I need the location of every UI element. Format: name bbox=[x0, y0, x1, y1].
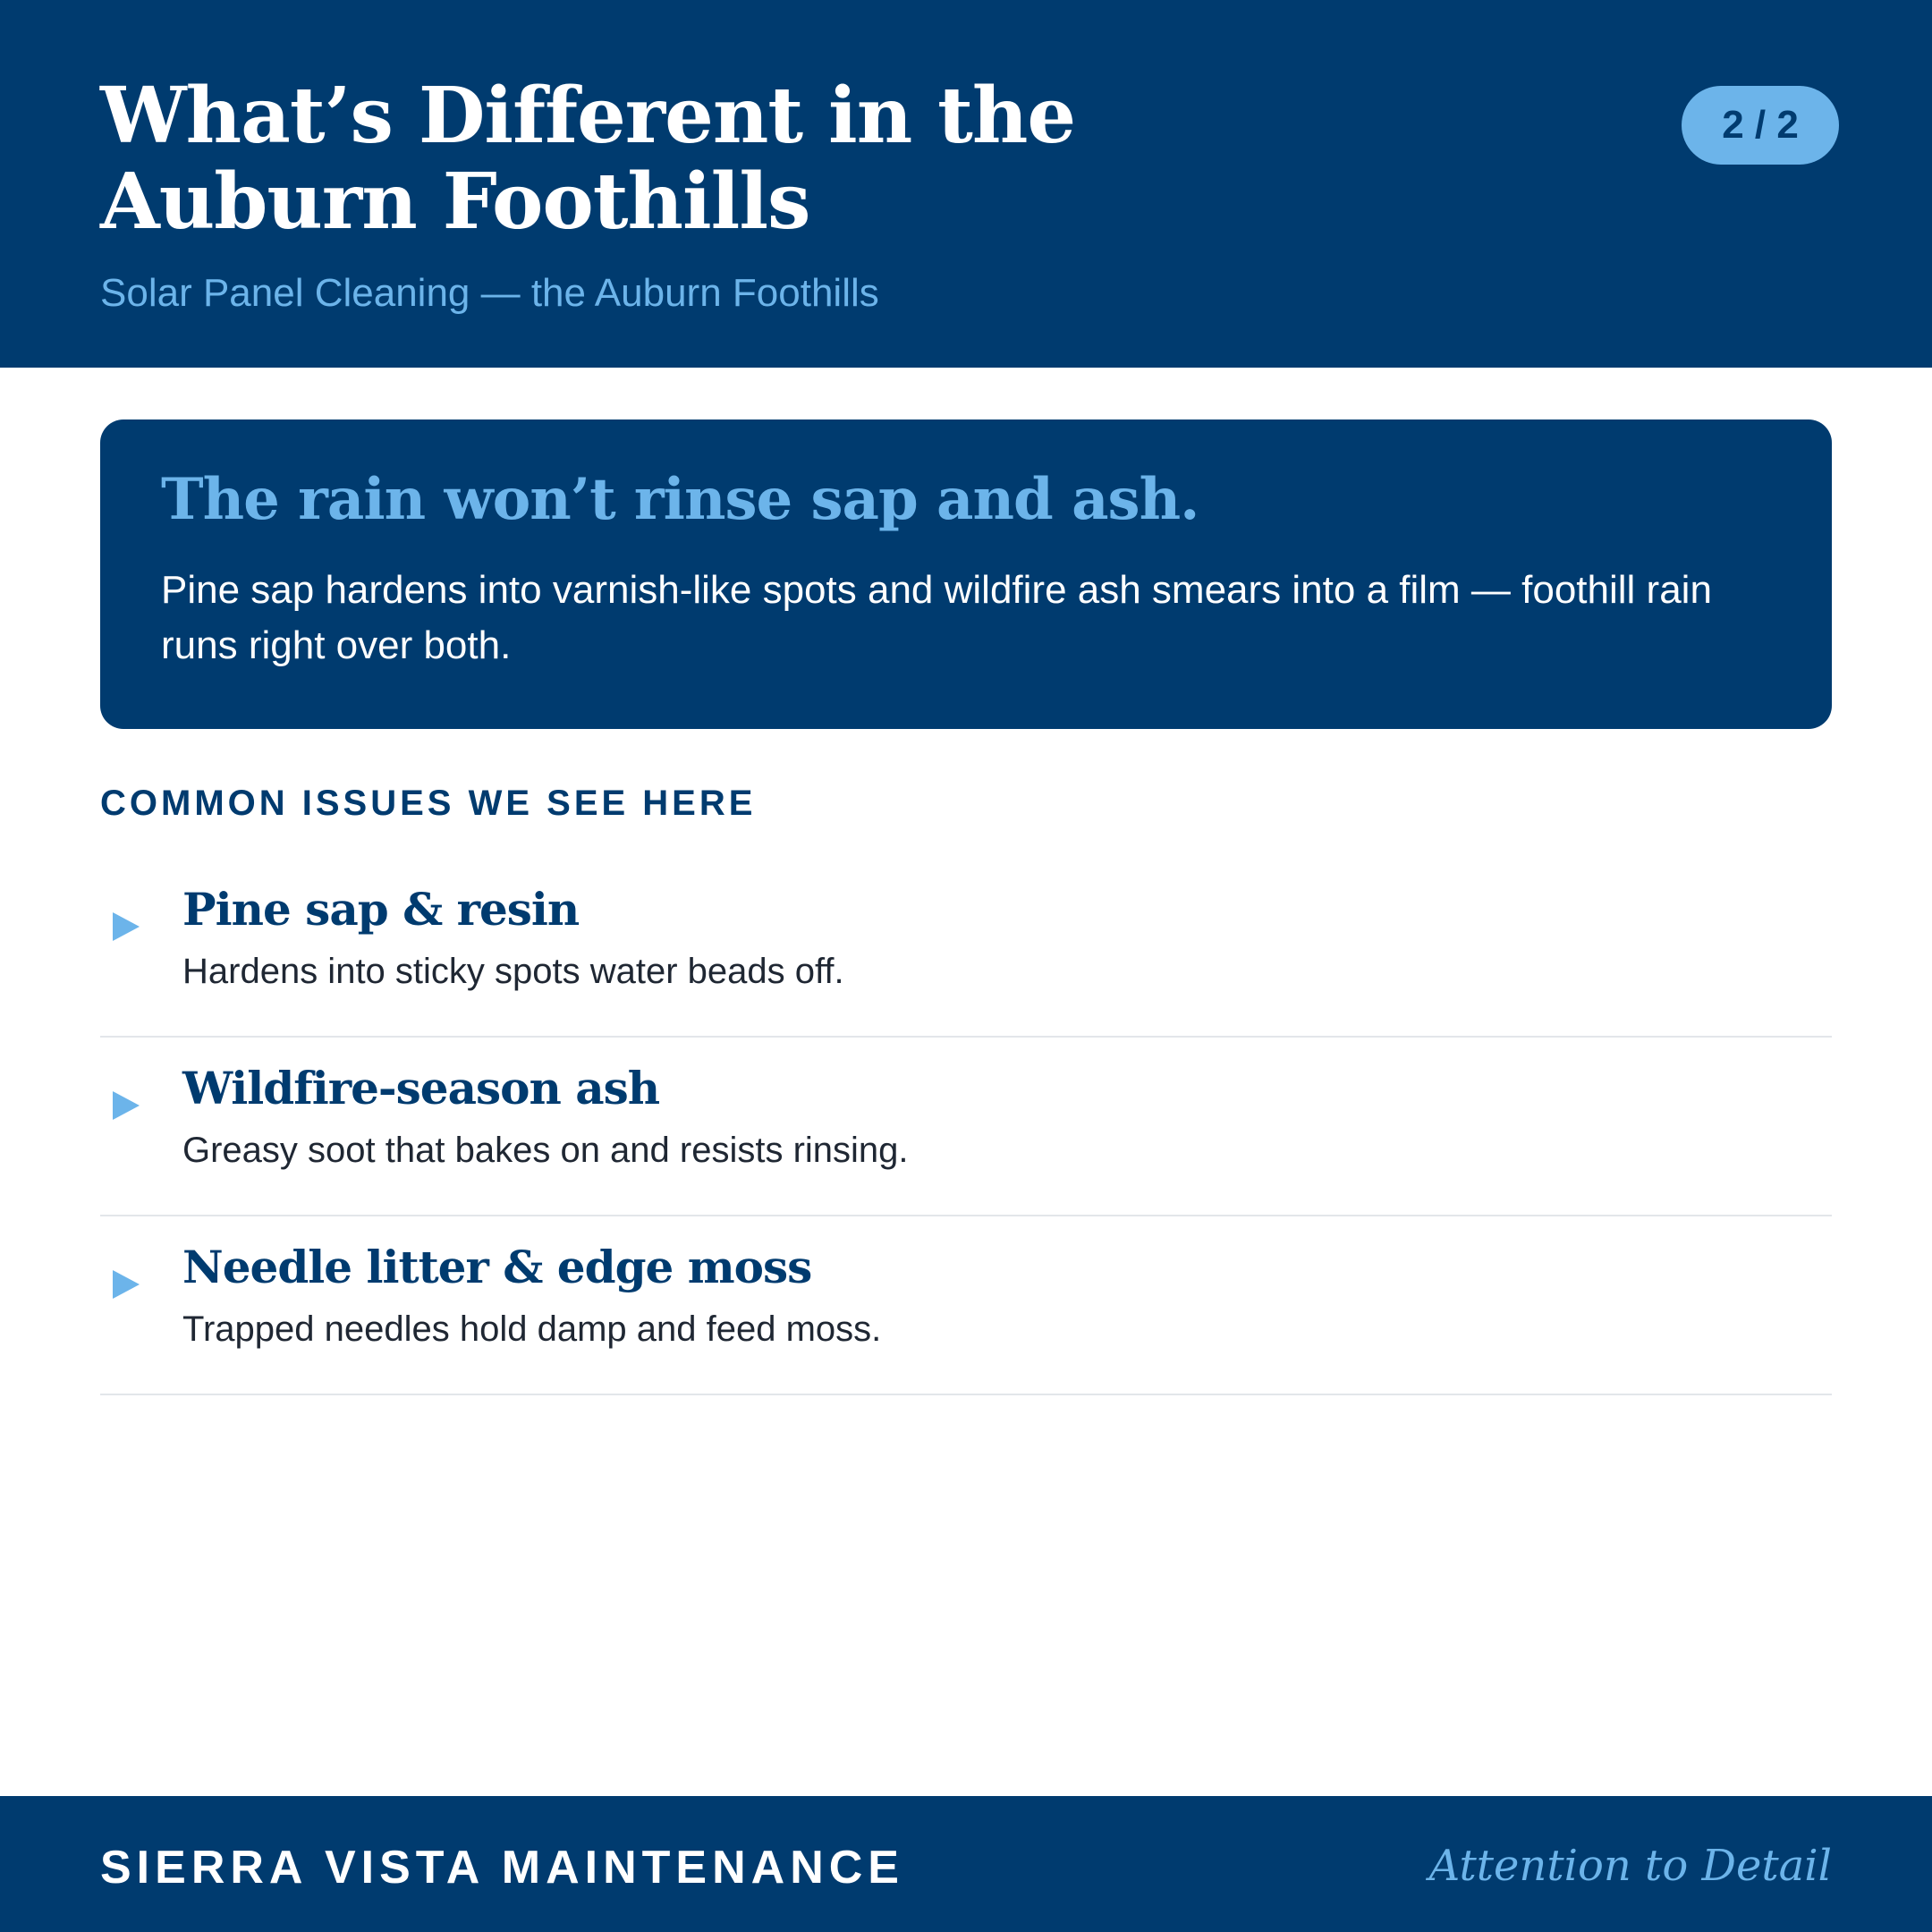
issue-item-pine-sap bbox=[100, 859, 1832, 1038]
issue-item-wildfire-ash bbox=[100, 1038, 1832, 1216]
page-subtitle: Solar Panel Cleaning — the Auburn Foothills bbox=[100, 271, 879, 315]
footer-bar bbox=[0, 1796, 1932, 1932]
section-label: COMMON ISSUES WE SEE HERE bbox=[100, 784, 757, 823]
issue-item-needle-moss bbox=[100, 1216, 1832, 1395]
callout-heading: The rain won’t rinse sap and ash. bbox=[161, 466, 1199, 533]
callout-box bbox=[100, 419, 1832, 729]
page-title: What’s Different in the Auburn Foothills bbox=[100, 71, 1076, 247]
issue-title: Wildfire-season ash bbox=[182, 1062, 660, 1114]
brand-name: SIERRA VISTA MAINTENANCE bbox=[100, 1842, 904, 1894]
issue-description: Trapped needles hold damp and feed moss. bbox=[182, 1309, 882, 1349]
triangle-right-icon bbox=[113, 1091, 140, 1120]
issue-description: Hardens into sticky spots water beads off. bbox=[182, 952, 844, 991]
header-banner bbox=[0, 0, 1932, 368]
page-indicator-badge: 2 / 2 bbox=[1682, 86, 1839, 165]
issue-list bbox=[100, 859, 1832, 1395]
issue-description: Greasy soot that bakes on and resists rinsing. bbox=[182, 1131, 909, 1170]
brand-tagline: Attention to Detail bbox=[1428, 1841, 1832, 1891]
triangle-right-icon bbox=[113, 1270, 140, 1299]
triangle-right-icon bbox=[113, 912, 140, 941]
issue-title: Pine sap & resin bbox=[182, 883, 580, 936]
callout-body: Pine sap hardens into varnish-like spots and wildfire ash smears into a film — foothill rain runs right over both. bbox=[161, 568, 1712, 667]
issue-title: Needle litter & edge moss bbox=[182, 1241, 812, 1293]
